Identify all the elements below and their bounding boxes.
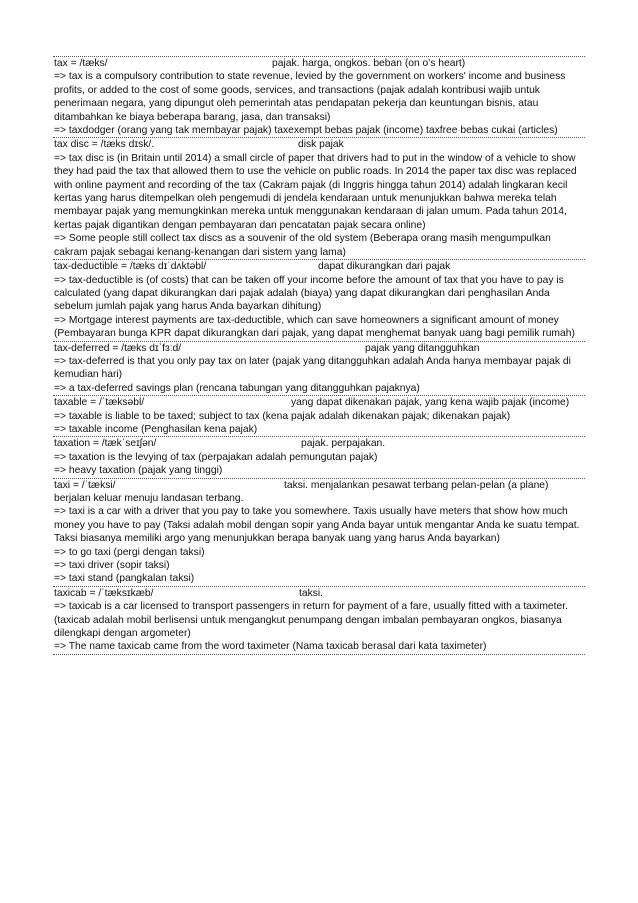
entry-definition-line: => Mortgage interest payments are tax-deductible, which can save homeowners a significant amount of money (Pembayaran bunga KPR dapat dikurangkan dari pajak, yang dapat menghemat banyak uang bagi pemilik rumah) xyxy=(54,314,575,340)
entry-gloss: dapat dikurangkan dari pajak xyxy=(318,261,451,273)
entry-definition-line: => taxable is liable to be taxed; subject to tax (kena pajak adalah dikenakan pajak; dikenakan pajak) xyxy=(54,410,511,422)
entry-definition-line: => to go taxi (pergi dengan taksi) xyxy=(54,546,205,558)
entry-gloss: disk pajak xyxy=(298,139,344,151)
entry-term: tax = /tæks/ xyxy=(54,58,108,69)
entry-term: taxi = /ˈtæksi/ xyxy=(54,479,116,491)
dictionary-entry xyxy=(53,137,585,259)
entry-definition-line: => taxable income (Penghasilan kena pajak) xyxy=(54,423,258,435)
entry-heading xyxy=(54,437,584,450)
entry-term: taxation = /tækˈseɪʃən/ xyxy=(54,438,157,450)
entry-gloss: yang dapat dikenakan pajak, yang kena wajib pajak (income) xyxy=(291,397,570,409)
dictionary-entry xyxy=(53,259,585,340)
entry-heading xyxy=(54,342,584,355)
entry-definition-line: => The name taxicab came from the word taximeter (Nama taxicab berasal dari kata taximeter) xyxy=(54,641,487,653)
entry-definition-line: => tax disc is (in Britain until 2014) a small circle of paper that drivers had to put in the window of a vehicle to show they had paid the tax that allowed them to use the vehicle on public roads. In 2014 the paper tax disc was replaced with online payment and recording of the tax (Cakram pajak (di Inggris hingga tahun 2014) adalah lingkaran kecil kertas yang harus ditempelkan oleh pengemudi di jendela kendaraan untuk menunjukkan bahwa mereka telah membayar pajak yang memungkinkan mereka untuk menggunakan kendaraan di jalan umum. Pada tahun 2014, kertas pajak digantikan dengan pembayaran dan pencatatan pajak secara online) xyxy=(54,152,577,231)
entry-term: tax disc = /tæks dɪsk/. xyxy=(54,139,155,151)
entry-heading xyxy=(54,57,584,70)
entry-definition-line: => taxi is a car with a driver that you pay to take you somewhere. Taxis usually have meters that show how much money you have to pay (Taksi adalah mobil dengan sopir yang Anda bayar untuk mengantar Anda ke suatu tempat. Taksi biasanya memiliki argo yang menunjukkan berapa banyak uang yang harus Anda bayarkan) xyxy=(54,506,580,545)
entry-gloss: taksi. menjalankan pesawat terbang pelan-pelan (a plane) berjalan keluar menuju landasan terbang. xyxy=(54,479,549,504)
dictionary-entry xyxy=(53,436,585,477)
entry-heading xyxy=(54,138,584,151)
entry-definition-line: => Some people still collect tax discs as a souvenir of the old system (Beberapa orang masih mengumpulkan cakram pajak sebagai kenang-kenangan dari sistem yang lama) xyxy=(54,233,551,258)
entry-definition-line: => taxi driver (sopir taksi) xyxy=(54,560,170,572)
entry-gloss: pajak. perpajakan. xyxy=(301,438,386,450)
entry-heading xyxy=(54,479,584,506)
entry-definition-line: => taxation is the levying of tax (perpajakan adalah pemungutan pajak) xyxy=(54,451,378,463)
entry-definition-line: => tax-deductible is (of costs) that can be taken off your income before the amount of tax that you have to pay is calculated (yang dapat dikurangkan dari pajak adalah (biaya) yang dapat dikurangkan dari penghasilan Anda sebelum jumlah pajak yang harus Anda bayarkan dihitung) xyxy=(54,274,564,313)
entry-term: taxable = /ˈtæksəbl/ xyxy=(54,397,145,409)
entry-definition-line: => tax is a compulsory contribution to state revenue, levied by the government on workers' income and business profits, or added to the cost of some goods, services, and transactions (pajak adalah kontribusi wajib untuk penerimaan negara, yang dipungut oleh pemerintah atas pendapatan pekerja dan keuntungan bisnis, atau ditambahkan ke biaya beberapa barang, jasa, dan transaksi) xyxy=(54,71,566,123)
entry-gloss: pajak. harga, ongkos. beban (on o's heart) xyxy=(272,58,466,69)
entry-heading xyxy=(54,260,584,273)
entry-term: taxicab = /ˈtæksɪkæb/ xyxy=(54,587,154,599)
entry-term: tax-deferred = /tæks dɪˈfɜːd/ xyxy=(54,342,182,354)
entry-heading xyxy=(54,396,584,409)
entry-gloss: taksi. xyxy=(299,587,324,599)
entry-definition-line: => taxicab is a car licensed to transport passengers in return for payment of a fare, usually fitted with a taximeter. (taxicab adalah mobil berlisensi untuk mengangkut penumpang dengan imbalan pembayaran ongkos, biasanya dilengkapi dengan argometer) xyxy=(54,601,568,640)
entry-definition-line: => heavy taxation (pajak yang tinggi) xyxy=(54,465,223,477)
dictionary-entry xyxy=(53,341,585,396)
dictionary-entry xyxy=(53,56,585,137)
entry-heading xyxy=(54,587,584,600)
dictionary-entry xyxy=(53,586,585,655)
entry-term: tax-deductible = /tæks dɪˈdʌktəbl/ xyxy=(54,261,207,273)
entry-definition-line: => taxdodger (orang yang tak membayar pajak) taxexempt bebas pajak (income) taxfree bebas cukai (articles) xyxy=(54,125,558,137)
dictionary-entry xyxy=(53,478,585,586)
entry-definition-line: => a tax-deferred savings plan (rencana tabungan yang ditangguhkan pajaknya) xyxy=(54,382,420,394)
entry-definition-line: => taxi stand (pangkalan taksi) xyxy=(54,573,195,585)
entry-gloss: pajak yang ditangguhkan xyxy=(365,342,480,354)
dictionary-document xyxy=(53,56,585,655)
dictionary-entry xyxy=(53,395,585,436)
entry-definition-line: => tax-deferred is that you only pay tax on later (pajak yang ditangguhkan adalah Anda hanya membayar pajak di kemudian hari) xyxy=(54,355,571,381)
